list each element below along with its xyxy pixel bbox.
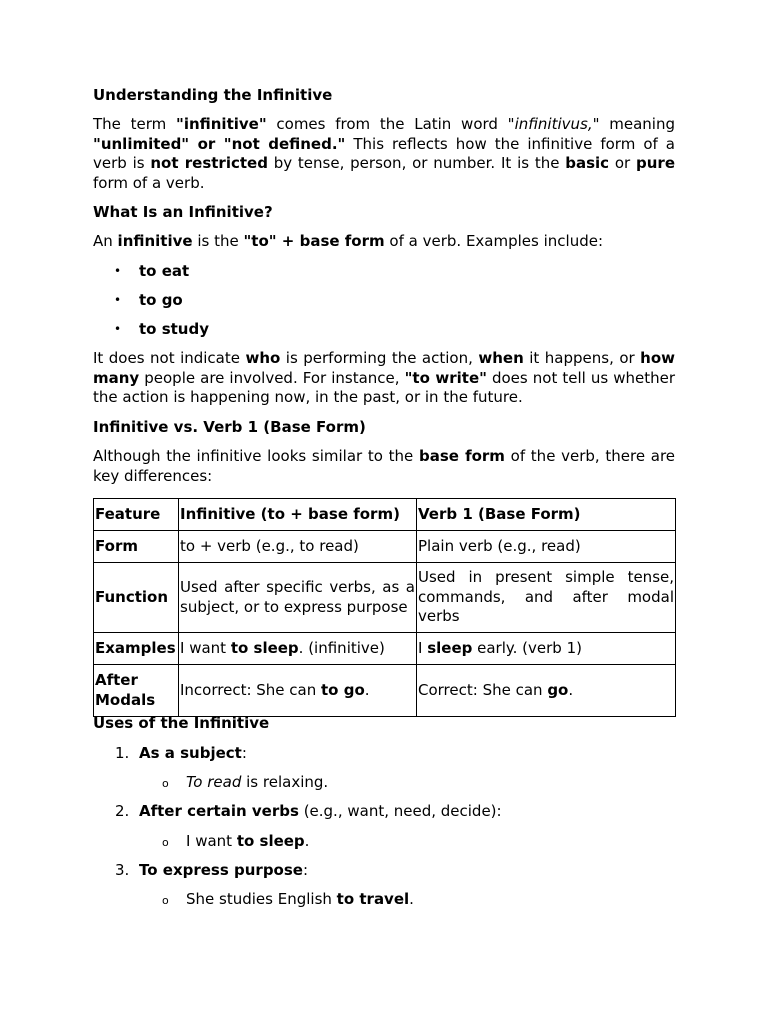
numbered-item: 1. As a subject:	[115, 744, 247, 762]
numbered-item: 2. After certain verbs (e.g., want, need, decide):	[115, 802, 502, 820]
bullet-icon: •	[114, 322, 122, 336]
table-cell: Form	[94, 531, 179, 563]
page-title: Understanding the Infinitive	[93, 86, 333, 104]
circle-bullet-icon: o	[162, 777, 169, 790]
table-header-row	[94, 499, 676, 531]
comparison-table	[93, 498, 676, 717]
table-row	[94, 665, 676, 717]
sub-item: o She studies English to travel.	[162, 890, 414, 911]
numbered-item: 3. To express purpose:	[115, 861, 309, 879]
sub-item: o I want to sleep.	[162, 832, 309, 853]
bullet-icon: •	[114, 264, 122, 278]
intro-paragraph: The term "infinitive" comes from the Latin word "infinitivus," meaning "unlimited" or "not defined." This reflects how the infinitive form of a verb is not restricted by tense, person, or number. It is the basic or pure form of a verb.	[93, 115, 676, 192]
table-cell: Function	[94, 563, 179, 633]
circle-bullet-icon: o	[162, 836, 169, 849]
circle-bullet-icon: o	[162, 894, 169, 907]
table-cell: Examples	[94, 633, 179, 665]
section-heading-uses: Uses of the Infinitive	[93, 714, 270, 732]
table-header-cell: Infinitive (to + base form)	[179, 499, 417, 531]
document-page: Understanding the Infinitive The term "infinitive" comes from the Latin word "infinitivus," meaning "unlimited" or "not defined." This reflects how the infinitive form of a verb is not restricted by tense, person, or number. It is the basic or pure form of a verb. What Is an Infinitive? An infinitive is the "to" + base form of a verb. Examples include: • to eat • to go • to study It does not indicate who is performing the action, when it happens, or how many people are involved. For instance, "to write" does not tell us whether the action is happening now, in the past, or in the future. Infinitive vs. Verb 1 (Base Form) Although the infinitive looks similar to the base form of the verb, there are key differences: Feature Infinitive (to + base form) Verb 1 (Base Form) Form to + verb (e.g., to read) Plain verb (e.g., read) Function Used after specific verbs, as a subject, or to express purpose Used in present simple tense, commands, and after modal verbs Examples I want to sleep. (infinitive) I sleep early. (verb 1) After Modals Incorrect: She can to go. Correct: She can go. Uses of the Infinitive 1. As a subject: o To read is relaxing. 2. After certain verbs (e.g., want, need, decide): o I want to sleep. 3. To express purpose: o She studies English to travel.	[0, 0, 768, 1024]
table-cell: After Modals	[94, 665, 179, 717]
table-header-cell: Verb 1 (Base Form)	[417, 499, 676, 531]
table-cell: I want to sleep. (infinitive)	[179, 633, 417, 665]
table-row	[94, 633, 676, 665]
table-row	[94, 563, 676, 633]
section-heading-vs: Infinitive vs. Verb 1 (Base Form)	[93, 418, 366, 436]
table-header-cell: Feature	[94, 499, 179, 531]
table-cell: to + verb (e.g., to read)	[179, 531, 417, 563]
table-row	[94, 531, 676, 563]
table-cell: Plain verb (e.g., read)	[417, 531, 676, 563]
section-heading-what: What Is an Infinitive?	[93, 203, 273, 221]
bullet-icon: •	[114, 293, 122, 307]
table-cell: Incorrect: She can to go.	[179, 665, 417, 717]
table-cell: Used after specific verbs, as a subject, or to express purpose	[179, 563, 417, 633]
table-cell: Correct: She can go.	[417, 665, 676, 717]
table-cell: I sleep early. (verb 1)	[417, 633, 676, 665]
sub-item: o To read is relaxing.	[162, 773, 328, 794]
vs-intro-paragraph: Although the infinitive looks similar to the base form of the verb, there are key differences:	[93, 447, 676, 485]
note-paragraph: It does not indicate who is performing the action, when it happens, or how many people are involved. For instance, "to write" does not tell us whether the action is happening now, in the past, or in the future.	[93, 349, 676, 406]
table-cell: Used in present simple tense, commands, and after modal verbs	[417, 563, 676, 633]
definition-paragraph: An infinitive is the "to" + base form of a verb. Examples include:	[93, 232, 603, 250]
